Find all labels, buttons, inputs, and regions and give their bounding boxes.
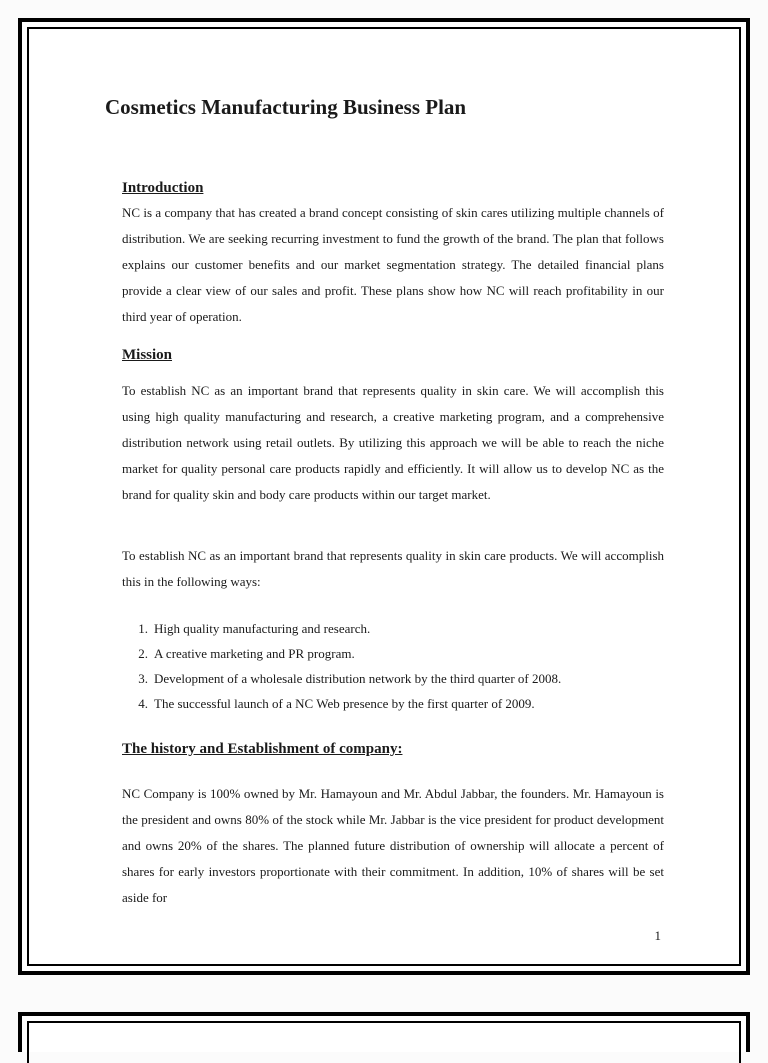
document-title: Cosmetics Manufacturing Business Plan xyxy=(105,95,467,119)
next-page-edge xyxy=(18,1012,750,1052)
mission-heading: Mission xyxy=(122,347,173,363)
mission-paragraph-2: To establish NC as an important brand that represents quality in skin care products. We will accomplish this in the following ways: xyxy=(122,548,664,589)
history-heading: The history and Establishment of company: xyxy=(122,741,403,757)
list-item: 4. The successful launch of a NC Web presence by the first quarter of 2009. xyxy=(138,696,535,711)
next-page-border xyxy=(27,1021,741,1063)
document-page xyxy=(18,18,750,975)
list-item: 1. High quality manufacturing and research. xyxy=(138,621,371,636)
list-item: 2. A creative marketing and PR program. xyxy=(138,646,355,661)
list-item: 3. Development of a wholesale distribution network by the third quarter of 2008. xyxy=(138,671,562,686)
page-border xyxy=(27,27,741,966)
introduction-paragraph: NC is a company that has created a brand concept consisting of skin cares utilizing multiple channels of distribution. We are seeking recurring investment to fund the growth of the brand. The plan that follows explains our customer benefits and our market segmentation strategy. The detailed financial plans provide a clear view of our sales and profit. These plans show how NC will reach profitability in our third year of operation. xyxy=(122,205,664,324)
mission-paragraph-1: To establish NC as an important brand that represents quality in skin care. We will accomplish this using high quality manufacturing and research, a creative marketing program, and a comprehensive distribution network using retail outlets. By utilizing this approach we will be able to reach the niche market for quality personal care products rapidly and efficiently. It will allow us to develop NC as the brand for quality skin and body care products within our target market. xyxy=(122,383,664,502)
introduction-heading: Introduction xyxy=(122,180,204,196)
page-number: 1 xyxy=(654,928,661,943)
mission-list xyxy=(122,616,682,716)
history-paragraph: NC Company is 100% owned by Mr. Hamayoun and Mr. Abdul Jabbar, the founders. Mr. Hamayoun is the president and owns 80% of the stock while Mr. Jabbar is the vice president for product development and owns 20% of the shares. The planned future distribution of ownership will allocate a percent of shares for early investors proportionate with their commitment. In addition, 10% of shares will be set aside for xyxy=(122,786,664,905)
